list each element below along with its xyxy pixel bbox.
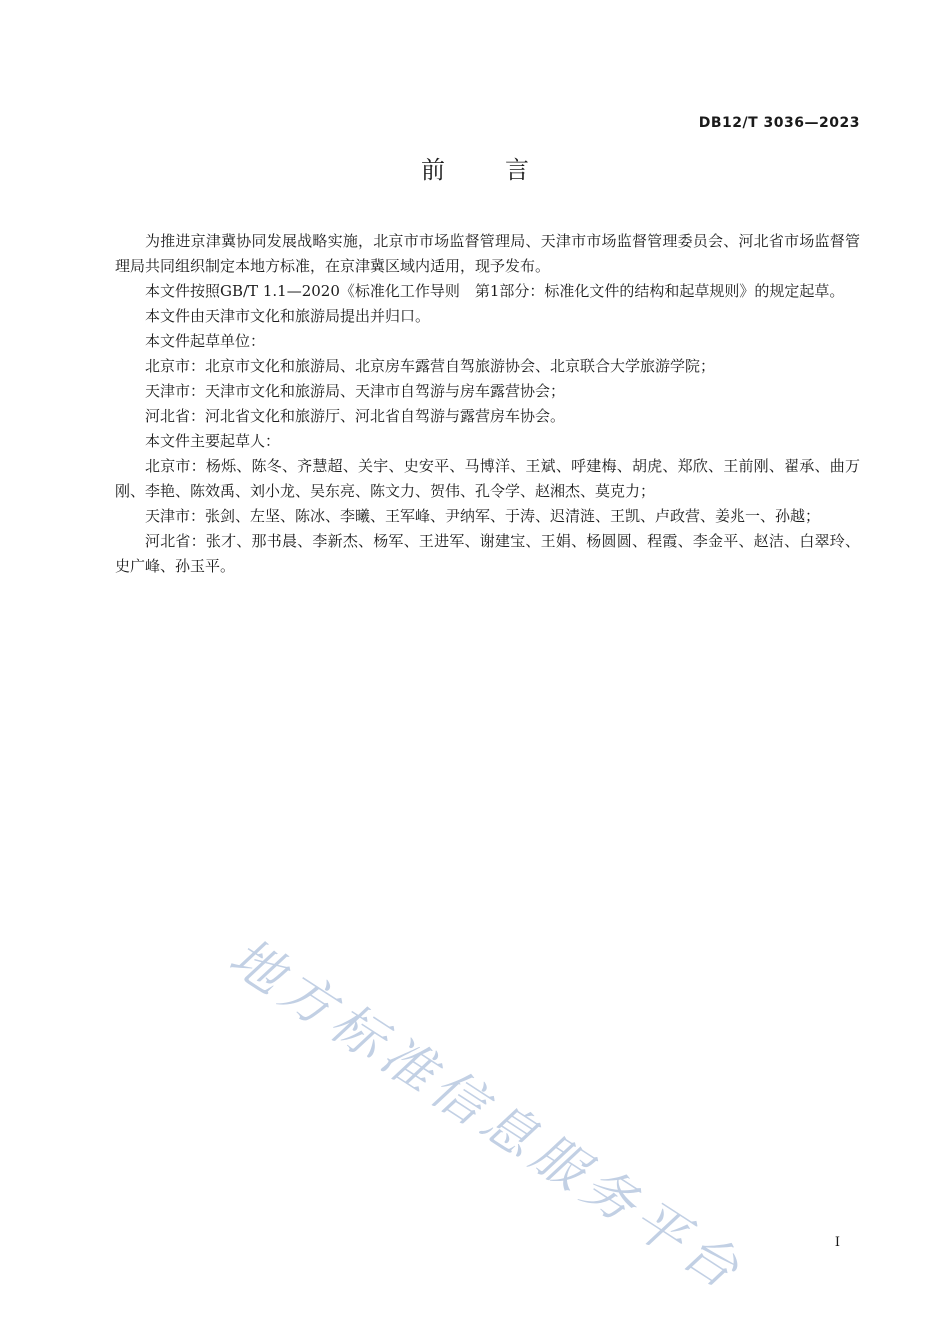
- paragraph-drafters-hebei: 河北省：张才、那书晨、李新杰、杨军、王进军、谢建宝、王娟、杨圆圆、程霞、李金平、赵洁、白翠玲、史广峰、孙玉平。: [115, 532, 860, 575]
- page-title: 前言: [421, 156, 589, 184]
- paragraph-drafters-heading: 本文件主要起草人：: [145, 432, 281, 450]
- paragraph-units-hebei: 河北省：河北省文化和旅游厅、河北省自驾游与露营房车协会。: [145, 407, 566, 425]
- paragraph-drafters-beijing: 北京市：杨烁、陈冬、齐慧超、关宇、史安平、马博洋、王斌、呼建梅、胡虎、郑欣、王前刚、翟承、曲万刚、李艳、陈效禹、刘小龙、吴东亮、陈文力、贺伟、孔令学、赵湘杰、莫克力；: [115, 457, 860, 500]
- paragraph-drafters-tianjin: 天津市：张剑、左坚、陈冰、李曦、王军峰、尹纳军、于涛、迟清涟、王凯、卢政营、姜兆一、孙越；: [145, 507, 821, 525]
- watermark: 地方标准信息服务平台: [218, 926, 755, 1305]
- paragraph-units-tianjin: 天津市：天津市文化和旅游局、天津市自驾游与房车露营协会；: [145, 382, 566, 400]
- paragraph-proposer: 本文件由天津市文化和旅游局提出并归口。: [145, 307, 431, 325]
- page-number: I: [834, 1235, 840, 1250]
- paragraph-drafting-rules: 本文件按照GB/T 1.1—2020《标准化工作导则 第1部分：标准化文件的结构和起草规则》的规定起草。: [145, 282, 845, 300]
- paragraph-units-beijing: 北京市：北京市文化和旅游局、北京房车露营自驾旅游协会、北京联合大学旅游学院；: [145, 357, 716, 375]
- paragraph-drafting-units-heading: 本文件起草单位：: [145, 332, 266, 350]
- document-code: DB12/T 3036—2023: [698, 115, 860, 131]
- paragraph-intro: 为推进京津冀协同发展战略实施，北京市市场监督管理局、天津市市场监督管理委员会、河北省市场监督管理局共同组织制定本地方标准，在京津冀区域内适用，现予发布。: [115, 232, 860, 275]
- document-body: [115, 229, 860, 579]
